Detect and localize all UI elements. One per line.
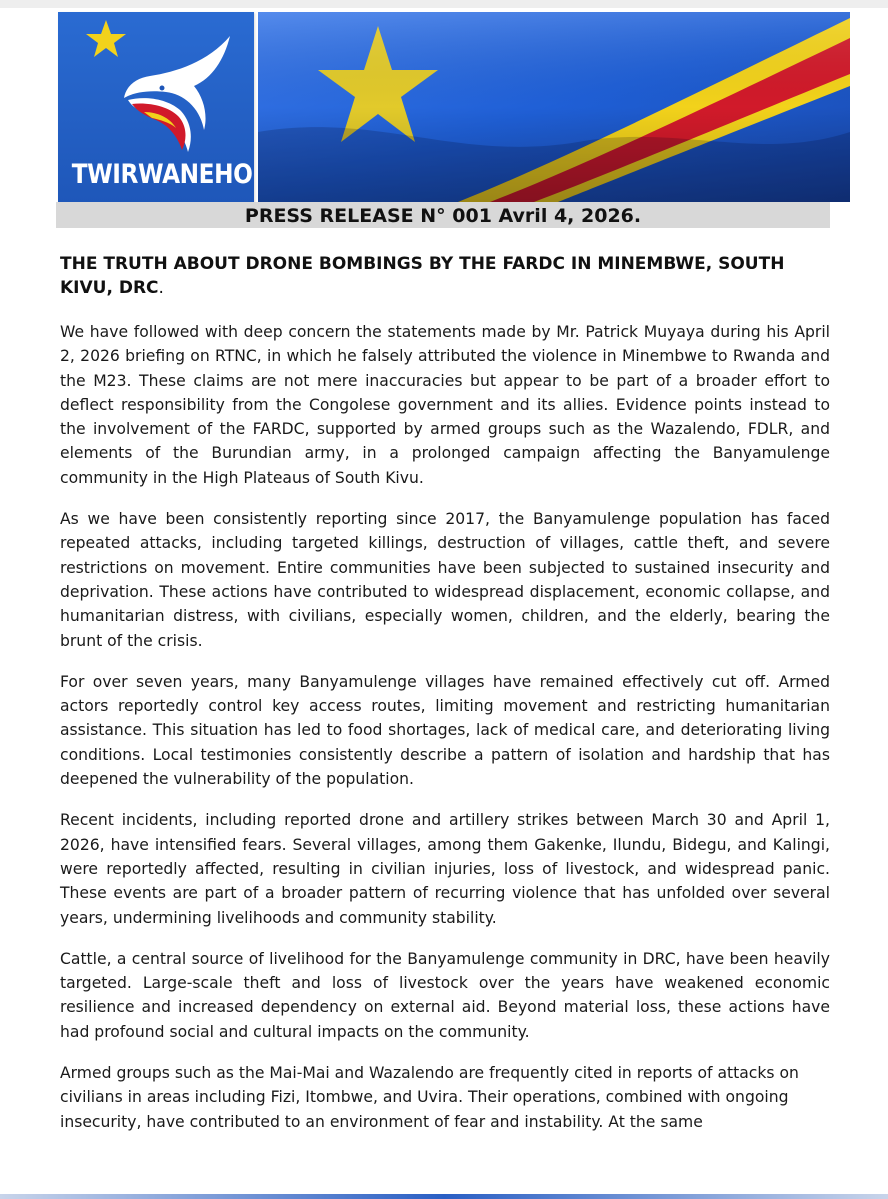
drc-flag-icon xyxy=(258,12,850,202)
headline-period: . xyxy=(158,278,164,298)
logo-wordmark: TWIRWANEHO xyxy=(71,159,253,190)
paragraph: Armed groups such as the Mai-Mai and Wazalendo are frequently cited in reports of attacks on civilians in areas including Fizi, Itombwe, and Uvira. Their operations, combined with ongoing insecurity, have contributed to an environment of fear and instability. At the same xyxy=(60,1064,799,1131)
paragraph: Recent incidents, including reported drone and artillery strikes between March 30 and April 1, 2026, have intensified fears. Several villages, among them Gakenke, Ilundu, Bidegu, and Kalingi, were reportedly affected, resulting in civilian injuries, loss of livestock, and widespread panic. These events are part of a broader pattern of recurring violence that has unfolded over several years, undermining livelihoods and community stability. xyxy=(60,811,830,927)
document-body xyxy=(60,320,830,1151)
paragraph: For over seven years, many Banyamulenge villages have remained effectively cut off. Armed actors reportedly control key access routes, limiting movement and restricting humanitarian assistance. This situation has led to food shortages, lack of medical care, and deteriorating living conditions. Local testimonies consistently describe a pattern of isolation and hardship that has deepened the vulnerability of the population. xyxy=(60,672,830,789)
paragraph: We have followed with deep concern the statements made by Mr. Patrick Muyaya during his April 2, 2026 briefing on RTNC, in which he falsely attributed the violence in Minembwe to Rwanda and the M23. These claims are not mere inaccuracies but appear to be part of a broader effort to deflect responsibility from the Congolese government and its allies. Evidence points instead to the involvement of the FARDC, supported by armed groups such as the Wazalendo, FDLR, and elements of the Burundian army, in a prolonged campaign affecting the Banyamulenge community in the High Plateaus of South Kivu. xyxy=(60,323,830,487)
letterhead xyxy=(38,8,850,208)
paragraph: As we have been consistently reporting since 2017, the Banyamulenge population has faced repeated attacks, including targeted killings, destruction of villages, cattle theft, and severe restrictions on movement. Entire communities have been subjected to sustained insecurity and deprivation. These actions have contributed to widespread displacement, economic collapse, and humanitarian distress, with civilians, especially women, children, and the elderly, bearing the brunt of the crisis. xyxy=(60,510,830,650)
footer-strip xyxy=(0,1194,888,1199)
document-headline xyxy=(60,252,835,300)
drc-flag-banner xyxy=(258,12,850,202)
twirwaneho-logo xyxy=(58,12,254,210)
headline-text: THE TRUTH ABOUT DRONE BOMBINGS BY THE FARDC IN MINEMBWE, SOUTH KIVU, DRC xyxy=(60,254,785,298)
paragraph: Cattle, a central source of livelihood for the Banyamulenge community in DRC, have been heavily targeted. Large-scale theft and loss of livestock over the years have weakened economic resilience and increased dependency on external aid. Beyond material loss, these actions have had profound social and cultural impacts on the community. xyxy=(60,949,830,1041)
press-release-title: PRESS RELEASE N° 001 Avril 4, 2026. xyxy=(244,205,642,227)
